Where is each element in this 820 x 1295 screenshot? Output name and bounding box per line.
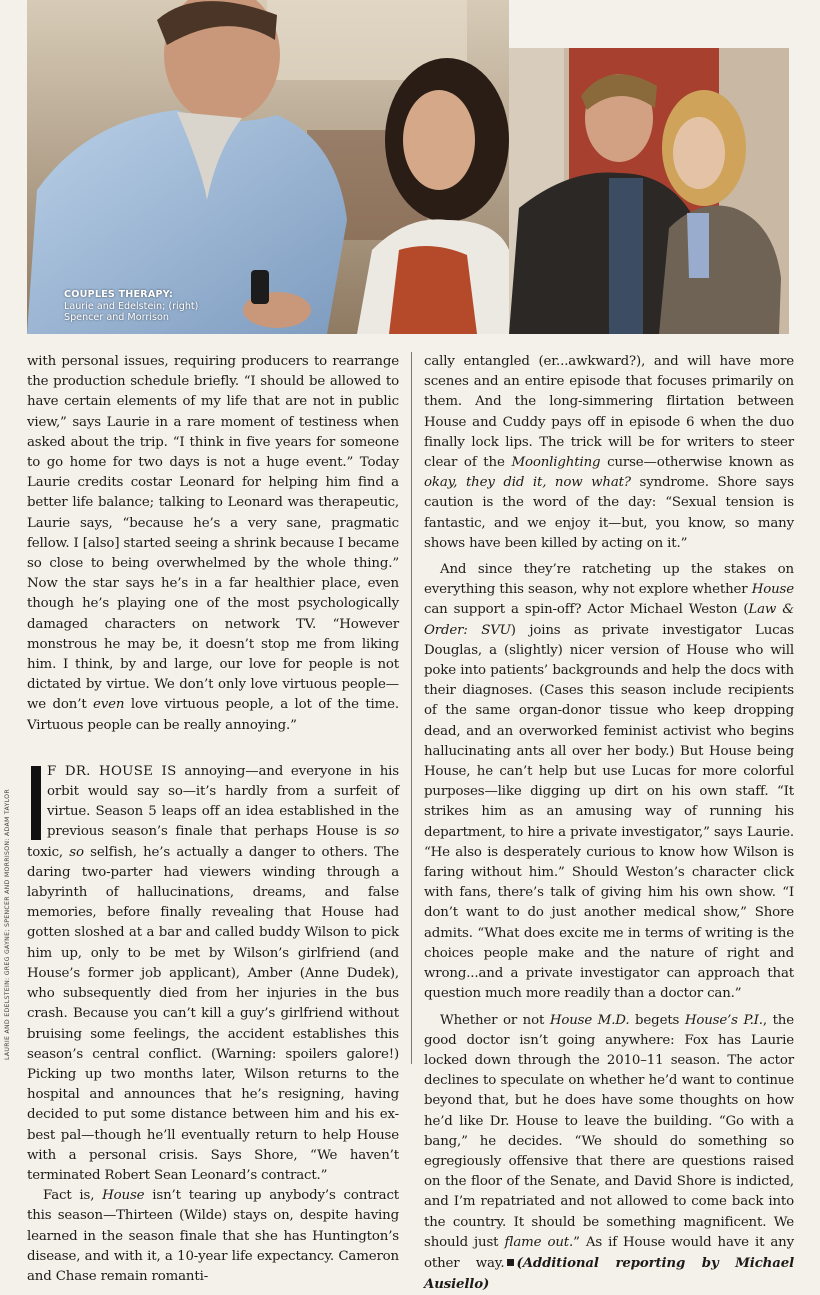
- paragraph-right-3: [424, 1011, 794, 1295]
- column-rule: [411, 352, 412, 1064]
- text-emphasis: even: [93, 697, 124, 712]
- text-emphasis: House: [102, 1188, 144, 1203]
- text-run: love virtuous people, a lot of the time. Virtuous people can be really annoying.”: [27, 697, 399, 732]
- text-emphasis: okay, they did it, now what?: [424, 475, 631, 490]
- photo-illustration-right: [509, 48, 789, 334]
- text-run: annoying—and everyone in his orbit would say so—it’s hardly from a surfeit of virtue. Season 5 leaps off an idea established in the previous season’s finale that perhaps House is: [47, 764, 399, 840]
- text-run: And since they’re ratcheting up the stakes on everything this season, why not explore whether: [424, 562, 794, 597]
- paragraph-right-2: [424, 560, 794, 1004]
- photo-spencer-morrison: [509, 48, 789, 334]
- text-emphasis: House’s P.I.: [685, 1013, 763, 1028]
- text-emphasis: House M.D.: [550, 1013, 630, 1028]
- text-run: ” As if House would have it any other way.: [424, 1235, 794, 1271]
- text-run: cally entangled (er...awkward?), and will have more scenes and an entire episode that focuses primarily on them. And the long-simmering flirtation between House and Cuddy pays off in episode 6 when the duo finally lock lips. The trick will be for writers to steer clear of the: [424, 354, 794, 470]
- text-run: , the good doctor isn’t going anywhere: Fox has Laurie locked down through the 2010–11 season. The actor declines to speculate on whether he’d want to continue beyond that, but he does have some thoughts on how he’d like Dr. House to leave the building. “Go with a bang,” he decides. “We should do something so egregiously offensive that there are questions raised on the floor of the Senate, and David Shore is indicted, and I’m repatriated and not allowed to come back into the country. It should be something magnificent. We should just: [424, 1013, 794, 1250]
- text-emphasis: House: [752, 582, 794, 597]
- caption-line-1: Laurie and Edelstein; (right): [64, 301, 264, 313]
- photo-illustration-left: [27, 0, 509, 334]
- paragraph-left-3: [27, 1186, 399, 1287]
- text-run: selfish, he’s actually a danger to others. The daring two-parter had viewers winding through a labyrinth of hallucinations, dreams, and false memories, before finally revealing that House had gotten sloshed at a bar and called buddy Wilson to pick him up, only to be met by Wilson’s girlfriend (and House’s former job applicant), Amber (Anne Dudek), who subsequently died from her injuries in the bus crash. Because you can’t kill a guy’s girlfriend without bruising some feelings, the accident establishes this season’s central conflict. (Warning: spoilers galore!) Picking up two months later, Wilson returns to the hospital and announces that he’s resigning, having decided to put some distance between him and his ex-best pal—though he’ll eventually return to help House with a personal crisis. Says Shore, “We haven’t terminated Robert Sean Leonard’s contract.”: [27, 845, 399, 1183]
- paragraph-right-1: [424, 352, 794, 554]
- lead-in-caps: F DR. HOUSE IS: [47, 764, 177, 779]
- text-run: isn’t tearing up anybody’s contract this season—Thirteen (Wilde) stays on, despite having learned in the season finale that she has Huntington’s disease, and with it, a 10-year life expectancy. Cameron and Chase remain romanti-: [27, 1188, 399, 1284]
- photo-caption: [64, 289, 264, 324]
- photo-credit: LAURIE AND EDELSTEIN: GREG GAYNE; SPENCER AND MORRISON: ADAM TAYLOR: [4, 789, 11, 1060]
- text-run: Fact is,: [43, 1188, 102, 1203]
- end-mark-icon: [507, 1259, 514, 1266]
- text-emphasis: Law & Order: SVU: [424, 602, 794, 637]
- article-column-right: [424, 352, 794, 1295]
- text-run: begets: [629, 1013, 684, 1028]
- text-emphasis: flame out.: [504, 1235, 573, 1250]
- text-run: Whether or not: [440, 1013, 550, 1028]
- caption-line-2: Spencer and Morrison: [64, 312, 264, 324]
- photo-laurie-edelstein: [27, 0, 509, 334]
- text-emphasis: Moonlighting: [511, 455, 600, 470]
- text-emphasis: so: [384, 824, 399, 839]
- text-run: toxic,: [27, 845, 69, 860]
- text-run: syndrome. Shore says caution is the word of the day: “Sexual tension is fantastic, and we enjoy it—but, you know, so many shows have been killed by acting on it.”: [424, 475, 794, 551]
- text-emphasis: so: [69, 845, 84, 860]
- text-run: ) joins as private investigator Lucas Douglas, a (slightly) nicer version of House who will poke into patients’ backgrounds and help the docs with their diagnoses. (Cases this season include recipients of the same organ-donor tissue who keep dropping dead, and an overworked feminist activist who begins hallucinating ants all over her body.) But House being House, he can’t help but use Lucas for more colorful purposes—like digging up dirt on his own staff. “It strikes him as an amusing way of running his department, to hire a private investigator,” says Laurie. “He also is desperately curious to know how Wilson is faring without him.” Should Weston’s character click with fans, there’s talk of giving him his own show. “I don’t want to do just another medical show,” Shore admits. “What does excite me in terms of writing is the choices people make and the nature of right and wrong...and a private investigator can approach that question much more readily than a doctor can.”: [424, 623, 794, 1002]
- reporting-credit: (Additional reporting by Michael Ausiello): [424, 1255, 794, 1292]
- article-column-left: [27, 352, 399, 1287]
- text-run: can support a spin-off? Actor Michael Weston (: [424, 602, 748, 617]
- paragraph-left-1: [27, 352, 399, 736]
- paragraph-left-2: [27, 762, 399, 1186]
- dropcap-bar: [31, 766, 41, 840]
- text-run: with personal issues, requiring producers to rearrange the production schedule briefly. “I should be allowed to have certain elements of my life that are not in public view,” says Laurie in a rare moment of testiness when asked about the trip. “I think in five years for someone to go home for two days is not a huge event.” Today Laurie credits costar Leonard for helping him find a better life balance; talking to Leonard was therapeutic, Laurie says, “because he’s a very sane, pragmatic fellow. I [also] started seeing a shrink because I became so close to being overwhelmed by the whole thing.” Now the star says he’s in a far healthier place, even though he’s playing one of the most psychologically damaged characters on network TV. “However monstrous he may be, it doesn’t stop me from liking him. I think, by and large, our love for people is not dictated by virtue. We don’t only love virtuous people—we don’t: [27, 354, 399, 712]
- caption-lead: COUPLES THERAPY:: [64, 289, 264, 301]
- text-run: curse—otherwise known as: [600, 455, 794, 470]
